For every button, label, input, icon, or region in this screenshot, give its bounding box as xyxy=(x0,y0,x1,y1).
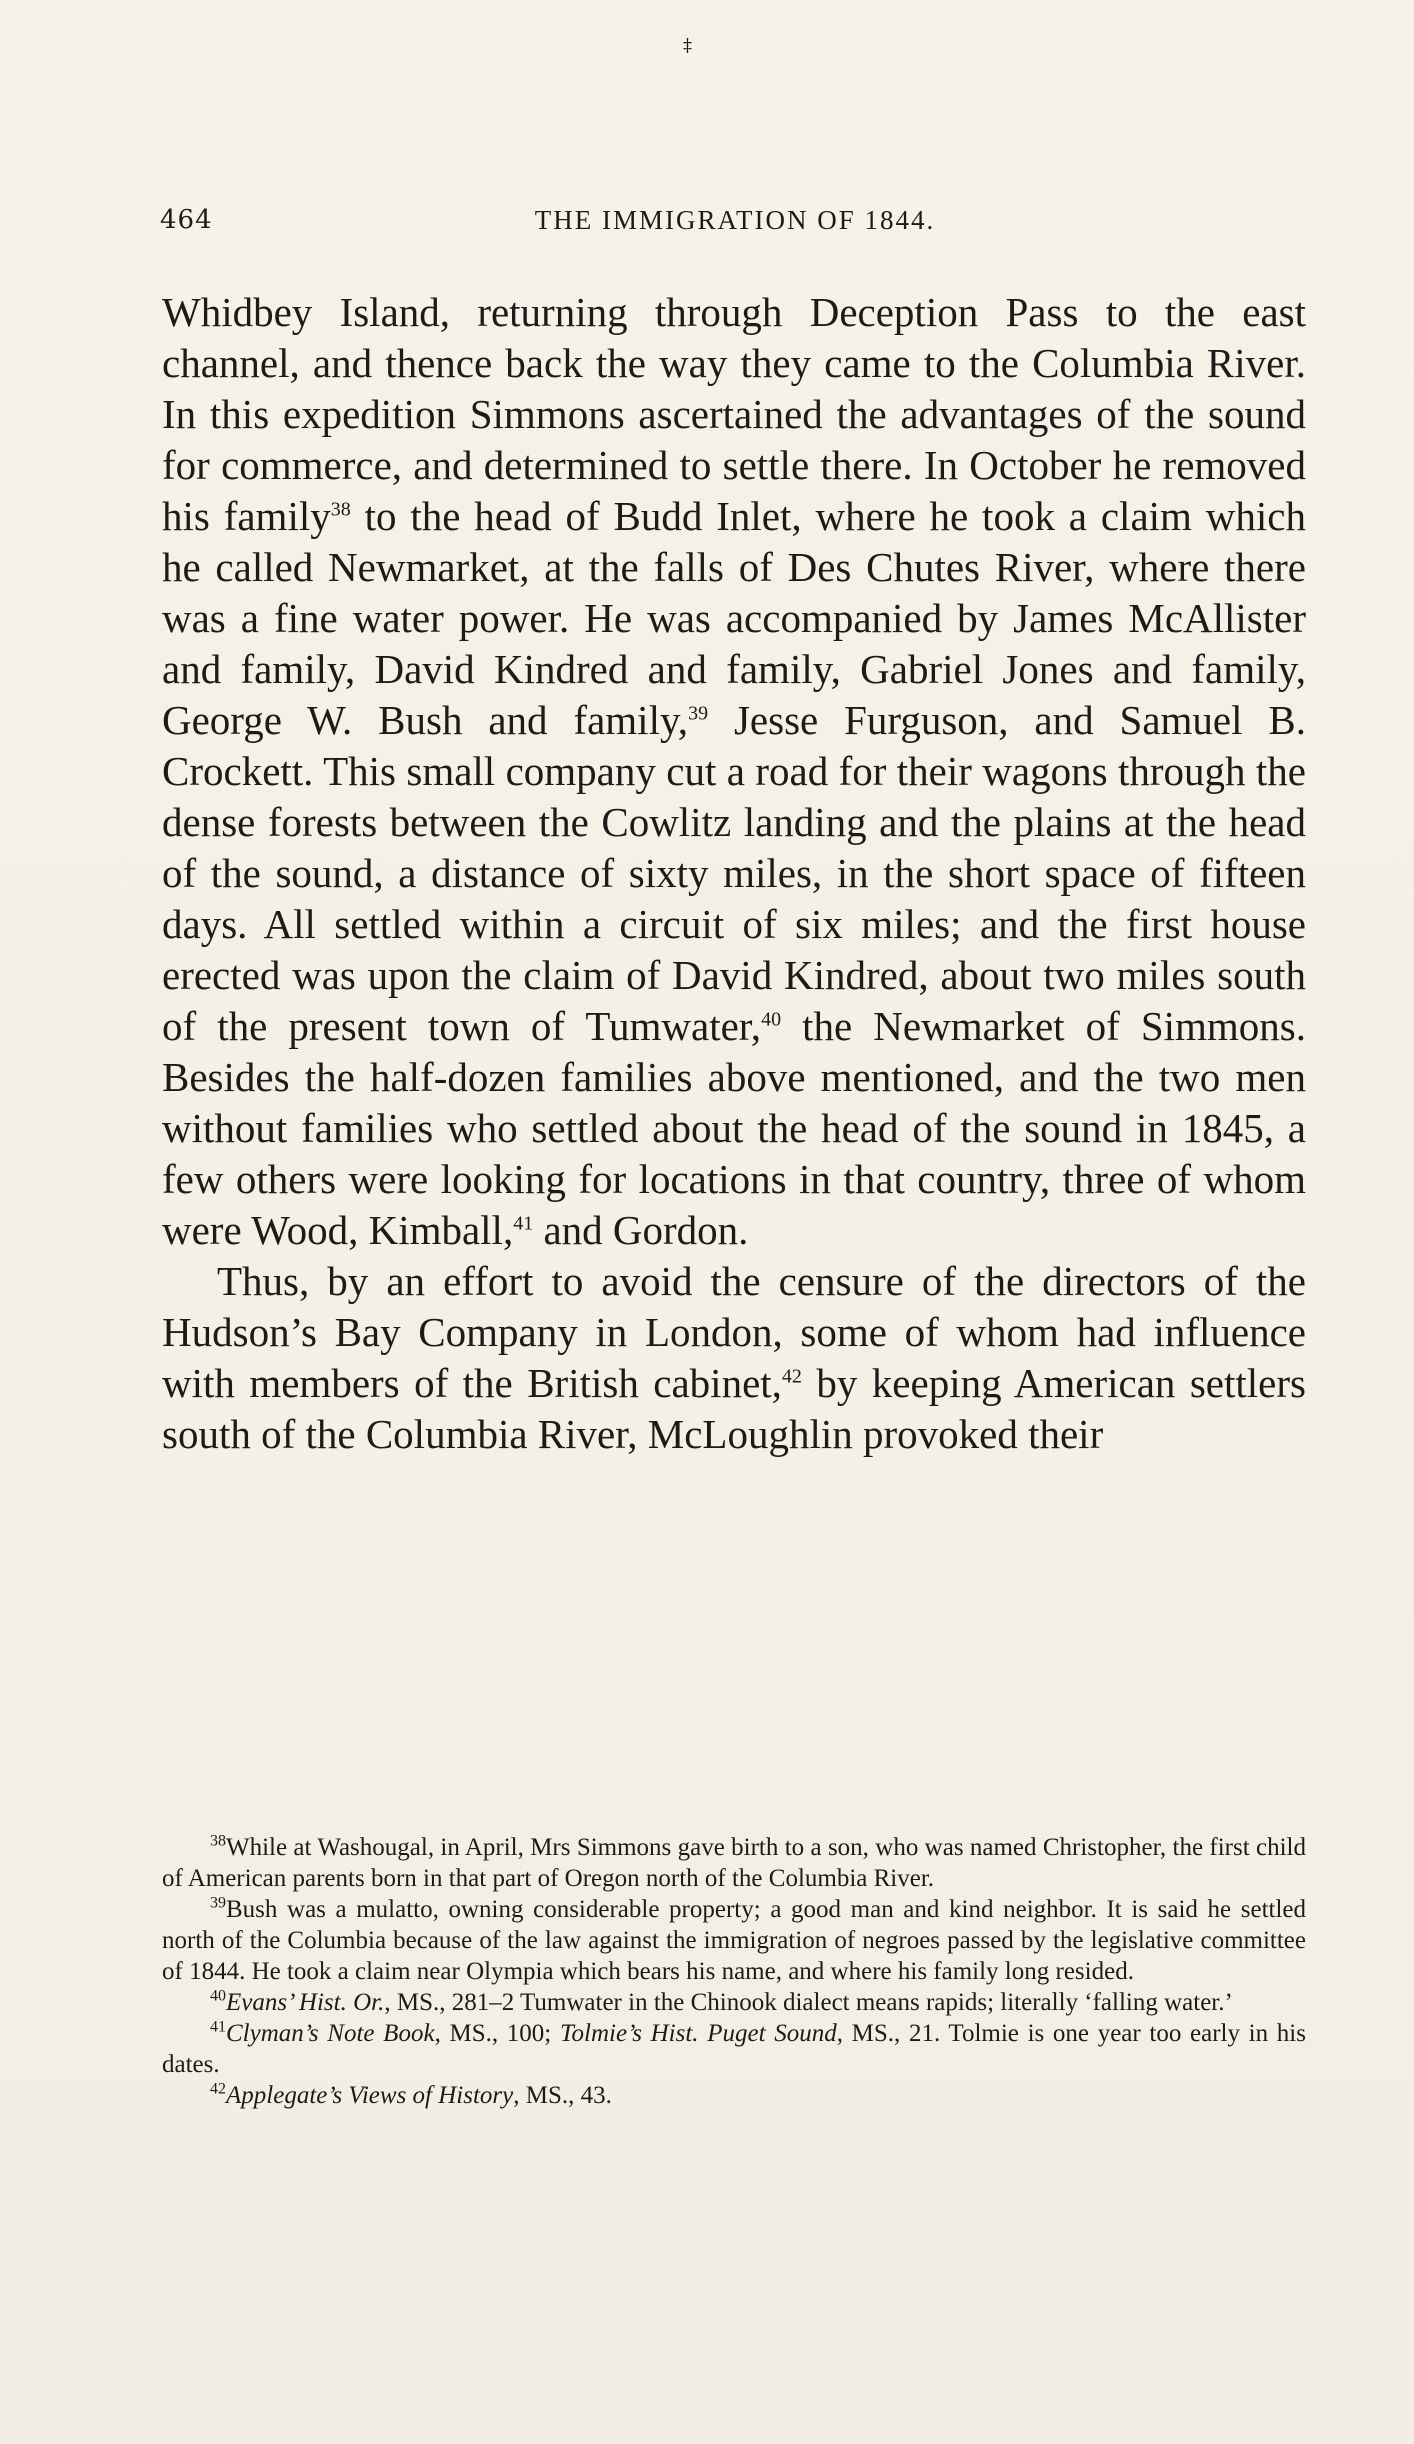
footnote-text: , MS., 43. xyxy=(513,2082,612,2109)
page-number: 464 xyxy=(160,205,213,235)
footnote-39 xyxy=(162,1894,1306,1987)
footnote-number: 41 xyxy=(210,2018,226,2036)
paragraph-2-text-b: by keeping American settlers south of the Columbia River, McLoughlin provoked their xyxy=(162,1360,1306,1457)
footnote-source: Tolmie’s Hist. Puget Sound xyxy=(559,2020,837,2047)
footnote-number: 39 xyxy=(210,1894,226,1912)
footnote-40 xyxy=(162,1987,1306,2018)
paragraph-2 xyxy=(162,1256,1306,1460)
footnote-text: While at Washougal, in April, Mrs Simmons gave birth to a son, who was named Christopher, the first child of American parents born in that part of Oregon north of the Columbia River. xyxy=(162,1834,1306,1892)
footnote-text: , MS., 21. Tolmie is one year too early in his dates. xyxy=(162,2020,1306,2078)
footnote-text: , MS., 100; xyxy=(434,2020,560,2047)
footnote-text: , MS., 281–2 Tumwater in the Chinook dialect means rapids; literally ‘falling water.’ xyxy=(384,1989,1233,2016)
footnotes xyxy=(162,1832,1306,2111)
running-head: THE IMMIGRATION OF 1844. xyxy=(534,205,936,235)
footnote-38 xyxy=(162,1832,1306,1894)
body-text xyxy=(162,287,1306,1460)
paragraph-1-text-d: the Newmarket of Simmons. Besides the half-dozen families above mentioned, and the two men without families who settled about the head of the sound in 1845, a few others were looking for locations in that country, three of whom were Wood, Kimball, xyxy=(162,1003,1307,1253)
printer-mark: ‡ xyxy=(683,35,692,56)
footnote-number: 38 xyxy=(210,1832,226,1850)
paragraph-1-text-b: to the head of Budd Inlet, where he took a claim which he called Newmarket, at the falls of Des Chutes River, where there was a fine water power. He was accompanied by James McAllister and family, David Kindred and family, Gabriel Jones and family, George W. Bush and family, xyxy=(162,493,1306,743)
footnote-source: Applegate’s Views of History xyxy=(226,2082,514,2109)
paragraph-2-text-a: Thus, by an effort to avoid the censure of the directors of the Hudson’s Bay Company in London, some of whom had influence with members of the British cabinet, xyxy=(162,1258,1306,1406)
paragraph-1-text-a: Whidbey Island, returning through Deception Pass to the east channel, and thence back the way they came to the Columbia River. In this expedition Simmons ascertained the advantages of the sound for commerce, and determined to settle there. In October he removed his family xyxy=(162,289,1306,539)
footnote-ref-42: 42 xyxy=(781,1365,802,1388)
footnote-ref-40: 40 xyxy=(761,1008,782,1031)
footnote-text: Bush was a mulatto, owning considerable property; a good man and kind neighbor. It is said he settled north of the Columbia because of the law against the immigration of negroes passed by the legislative committee of 1844. He took a claim near Olympia which bears his name, and where his family long resided. xyxy=(162,1896,1306,1985)
paragraph-1 xyxy=(162,287,1306,1256)
footnote-source: Evans’ Hist. Or. xyxy=(226,1989,385,2016)
footnote-number: 40 xyxy=(210,1987,226,2005)
footnote-number: 42 xyxy=(210,2080,226,2098)
paragraph-1-text-e: and Gordon. xyxy=(533,1207,749,1253)
paragraph-1-text-c: Jesse Furguson, and Samuel B. Crockett. This small company cut a road for their wagons through the dense forests between the Cowlitz landing and the plains at the head of the sound, a distance of sixty miles, in the short space of fifteen days. All settled within a circuit of six miles; and the first house erected was upon the claim of David Kindred, about two miles south of the present town of Tumwater, xyxy=(162,697,1306,1049)
footnote-ref-39: 39 xyxy=(688,702,709,725)
footnote-ref-38: 38 xyxy=(330,498,351,521)
footnote-ref-41: 41 xyxy=(513,1212,534,1235)
page-header xyxy=(160,205,1310,245)
footnote-source: Clyman’s Note Book xyxy=(226,2020,435,2047)
footnote-42 xyxy=(162,2080,1306,2111)
footnote-41 xyxy=(162,2018,1306,2080)
